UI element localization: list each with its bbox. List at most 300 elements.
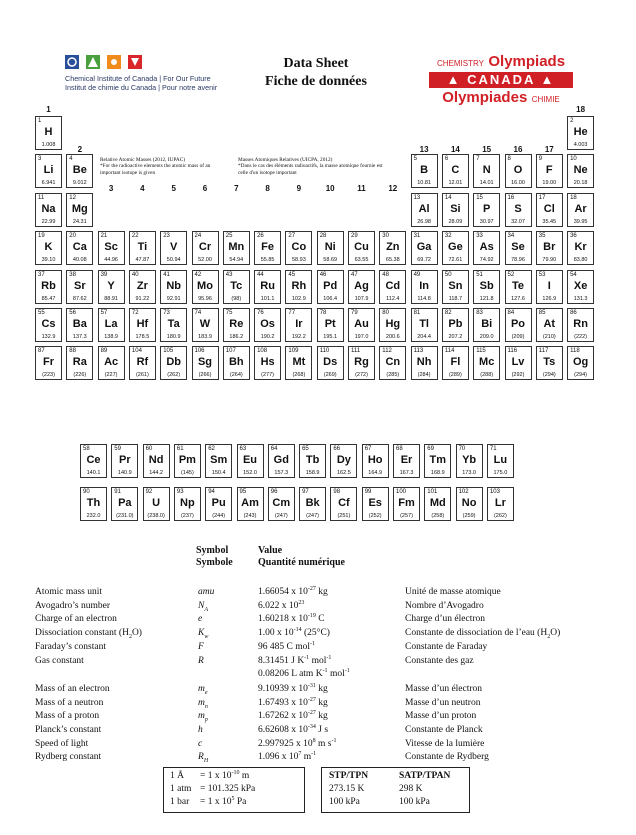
- olympiad-chemistry-label: CHEMISTRY: [436, 59, 484, 68]
- element-cell: [129, 346, 156, 380]
- atomic-number: 77: [288, 310, 296, 316]
- atomic-mass: 140.9: [117, 470, 132, 476]
- element-symbol: Ag: [354, 279, 369, 292]
- atomic-number: 85: [538, 310, 546, 316]
- atomic-mass: (268): [292, 372, 306, 379]
- atomic-mass: 58.93: [292, 257, 306, 264]
- atomic-number: 7: [476, 156, 480, 163]
- element-symbol: Rh: [291, 279, 307, 292]
- atomic-mass: (285): [386, 372, 400, 379]
- element-symbol: Pt: [324, 318, 336, 330]
- relative-atomic-masses-note-en: Relative Atomic Masses (2012, IUPAC) *For the radioactive elements the atomic mass of an important isotope is given: [100, 157, 211, 176]
- element-symbol: Db: [166, 356, 182, 369]
- constant-value: 2.997925 x $10^8$ m $s^{-1}$: [258, 737, 337, 749]
- element-symbol: Sg: [197, 356, 213, 369]
- constant-name-fr: Charge d’un électron: [405, 614, 486, 625]
- atomic-number: 46: [319, 271, 327, 278]
- title-fr: Fiche de données: [265, 74, 367, 89]
- atomic-number: 51: [476, 271, 483, 278]
- constant-value: 6.022 x $10^{23}$: [258, 599, 305, 611]
- cic-logo: [65, 54, 145, 70]
- element-cell: [424, 444, 451, 478]
- atomic-number: 70: [458, 446, 466, 452]
- element-symbol: Ca: [72, 241, 87, 254]
- atomic-mass: (262): [493, 513, 507, 519]
- element-cell: [192, 231, 219, 265]
- group-number: 12: [388, 184, 398, 193]
- element-symbol: Cn: [385, 356, 401, 369]
- element-symbol: Ru: [260, 279, 275, 292]
- element-symbol: I: [547, 279, 551, 292]
- element-cell: [536, 346, 563, 380]
- atomic-number: 114: [444, 348, 455, 355]
- element-symbol: P: [483, 202, 491, 215]
- atomic-mass: 69.72: [417, 257, 431, 264]
- constant-name-fr: Vitesse de la lumière: [405, 738, 485, 749]
- element-symbol: Dy: [336, 454, 351, 466]
- element-cell: [411, 231, 438, 265]
- element-symbol: Tb: [305, 454, 320, 466]
- element-symbol: Ni: [324, 241, 336, 254]
- element-cell: [505, 346, 532, 380]
- element-symbol: Sr: [73, 279, 86, 292]
- atomic-number: 36: [570, 233, 577, 240]
- element-cell: [254, 270, 281, 304]
- element-symbol: Zr: [136, 279, 148, 292]
- atomic-mass: 50.94: [166, 257, 181, 264]
- element-cell: [362, 444, 389, 478]
- element-cell: [330, 444, 357, 478]
- atomic-number: 100: [396, 489, 407, 495]
- constant-name-en: Rydberg constant: [35, 752, 102, 763]
- constant-name-en: Mass of a proton: [35, 711, 100, 722]
- element-cell: [567, 116, 594, 150]
- group-number: 15: [482, 145, 492, 154]
- atomic-mass: 197.0: [354, 334, 369, 340]
- atomic-mass: (243): [243, 513, 257, 519]
- atomic-number: 3: [38, 156, 42, 163]
- cic-name-fr: Institut de chimie du Canada | Pour notre avenir: [65, 83, 218, 92]
- element-cell: [223, 308, 250, 342]
- atomic-mass: (258): [431, 513, 445, 519]
- constant-symbol: R: [198, 655, 204, 666]
- atomic-mass: (259): [462, 513, 476, 519]
- atomic-mass: (294): [542, 372, 556, 379]
- constant-symbol: $N_A$: [198, 600, 209, 613]
- element-cell: [505, 308, 532, 342]
- element-cell: [268, 444, 295, 478]
- element-symbol: Fe: [261, 241, 275, 254]
- olympiad-chimie-label: CHIMIE: [531, 95, 560, 104]
- atomic-mass: 144.2: [149, 470, 163, 476]
- element-cell: [254, 231, 281, 265]
- atomic-mass: 22.99: [41, 218, 56, 225]
- atomic-mass: (269): [323, 372, 337, 379]
- element-symbol: Nd: [148, 454, 164, 466]
- atomic-mass: 158.9: [305, 470, 320, 476]
- constant-row: [35, 599, 630, 613]
- element-symbol: Yb: [462, 454, 477, 466]
- element-symbol: Nh: [416, 356, 432, 369]
- atomic-number: 21: [100, 233, 108, 240]
- constant-value: 9.10939 x $10^{-31}$ kg: [258, 682, 328, 694]
- element-cell: [473, 231, 500, 265]
- element-cell: [567, 231, 594, 265]
- atomic-mass: (210): [542, 334, 556, 340]
- element-symbol: Md: [429, 497, 446, 509]
- cic-logo-icons: [65, 54, 145, 70]
- element-symbol: Au: [354, 318, 369, 330]
- element-symbol: He: [573, 126, 588, 138]
- element-cell: [66, 308, 93, 342]
- element-cell: [223, 270, 250, 304]
- atomic-number: 45: [288, 271, 296, 278]
- element-cell: [411, 308, 438, 342]
- atomic-number: 56: [69, 310, 76, 316]
- atomic-number: 59: [114, 446, 121, 452]
- atomic-number: 19: [38, 233, 45, 240]
- element-symbol: Bh: [228, 356, 244, 369]
- atomic-mass: (288): [480, 372, 494, 379]
- atomic-mass: 178.5: [135, 334, 150, 340]
- atomic-mass: 88.91: [104, 295, 118, 302]
- atomic-number: 112: [382, 348, 392, 355]
- element-symbol: Tl: [419, 318, 429, 330]
- element-symbol: Lv: [511, 356, 525, 369]
- element-symbol: Hf: [136, 318, 149, 330]
- element-cell: [98, 308, 125, 342]
- cic-name-en: Chemical Institute of Canada | For Our Future: [65, 74, 211, 83]
- element-cell: [223, 231, 250, 265]
- element-symbol: Tc: [230, 279, 243, 292]
- atomic-number: 93: [176, 489, 184, 495]
- atomic-mass: 39.10: [41, 257, 56, 264]
- constant-name-en: Planck’s constant: [35, 725, 102, 735]
- atomic-number: 37: [38, 271, 45, 278]
- atomic-mass: 162.5: [337, 470, 351, 476]
- atomic-number: 13: [413, 194, 421, 201]
- atomic-number: 66: [333, 446, 341, 452]
- constant-name-fr: Constante de Planck: [405, 725, 483, 735]
- atomic-number: 82: [444, 310, 452, 316]
- atomic-number: 89: [100, 348, 108, 355]
- element-symbol: Fr: [43, 356, 54, 369]
- atomic-number: 34: [507, 233, 515, 240]
- element-symbol: Ts: [543, 356, 556, 369]
- constant-name-en: Speed of light: [35, 738, 89, 749]
- element-symbol: Cf: [338, 497, 350, 509]
- atomic-mass: 85.47: [41, 295, 56, 302]
- element-symbol: Mn: [228, 241, 245, 254]
- group-number: 10: [325, 184, 335, 193]
- atomic-number: 68: [396, 446, 403, 452]
- atomic-number: 111: [351, 348, 361, 355]
- element-symbol: Ce: [86, 454, 101, 466]
- atomic-mass: 40.08: [72, 257, 87, 264]
- element-cell: [442, 346, 469, 380]
- atomic-number: 40: [131, 271, 139, 278]
- element-symbol: Pb: [448, 318, 463, 330]
- atomic-mass: 83.80: [573, 257, 588, 264]
- element-cell: [129, 308, 156, 342]
- conversion-angstrom-value: = 1 x $10^{-10}$ m: [200, 769, 250, 781]
- atomic-number: 73: [163, 310, 170, 316]
- element-symbol: La: [104, 318, 118, 330]
- element-cell: [254, 308, 281, 342]
- element-symbol: H: [44, 126, 53, 138]
- atomic-mass: 121.8: [479, 295, 494, 302]
- atomic-mass: (294): [574, 372, 588, 379]
- element-symbol: Nb: [166, 279, 182, 292]
- element-symbol: Sc: [104, 241, 118, 254]
- atomic-mass: 9.012: [72, 180, 87, 187]
- atomic-number: 74: [194, 310, 202, 316]
- atomic-mass: (264): [229, 372, 243, 379]
- element-symbol: K: [44, 241, 53, 254]
- constant-value: 8.31451 J $K^{-1}$ mol$^{-1}$: [258, 654, 332, 666]
- element-cell: [411, 193, 438, 227]
- element-cell: [35, 231, 62, 265]
- group-number: 14: [450, 145, 460, 154]
- constant-name-en: Dissociation constant $(H_2O)$: [35, 628, 142, 640]
- atomic-number: 8: [507, 156, 511, 163]
- atomic-mass: 39.95: [573, 218, 588, 225]
- atomic-number: 94: [208, 489, 215, 495]
- atomic-number: 84: [507, 310, 515, 316]
- atomic-number: 115: [476, 348, 486, 355]
- element-cell: [174, 487, 201, 521]
- element-symbol: As: [479, 241, 494, 254]
- element-cell: [487, 487, 514, 521]
- atomic-mass: 16.00: [511, 180, 525, 187]
- constant-value: 1.096 x $10^7$ $m^{-1}$: [258, 751, 317, 763]
- atomic-number: 75: [225, 310, 233, 316]
- atomic-mass: 54.94: [229, 257, 244, 264]
- constant-name-en: Mass of a neutron: [35, 697, 104, 708]
- atomic-number: 109: [288, 348, 299, 355]
- element-cell: [456, 487, 483, 521]
- element-cell: [411, 346, 438, 380]
- atomic-mass: (209): [511, 334, 525, 340]
- element-symbol: Rn: [573, 318, 588, 330]
- atomic-number: 27: [288, 233, 296, 240]
- element-cell: [379, 308, 406, 342]
- atomic-mass: 157.3: [274, 470, 289, 476]
- atomic-number: 80: [382, 310, 389, 316]
- atomic-number: 9: [538, 156, 543, 163]
- constant-row: [35, 626, 630, 640]
- element-symbol: Hs: [260, 356, 275, 369]
- element-cell: [205, 487, 232, 521]
- element-symbol: Pr: [118, 454, 131, 466]
- element-symbol: Al: [418, 202, 430, 215]
- constant-name-fr: Masse d’un proton: [405, 711, 477, 722]
- atomic-mass: (247): [274, 513, 288, 519]
- atomic-number: 54: [570, 271, 577, 278]
- element-symbol: Li: [43, 164, 54, 177]
- element-symbol: Br: [543, 241, 556, 254]
- element-symbol: V: [170, 241, 178, 254]
- atomic-number: 86: [570, 310, 577, 316]
- constant-row: [35, 723, 630, 737]
- atomic-mass: 195.1: [323, 334, 338, 340]
- atomic-number: 110: [319, 348, 330, 355]
- atomic-number: 10: [570, 156, 577, 163]
- atomic-number: 42: [194, 271, 202, 278]
- element-symbol: N: [482, 164, 491, 177]
- element-symbol: Be: [72, 164, 87, 177]
- constant-row: [35, 696, 630, 710]
- conversion-bar-label: 1 bar: [170, 797, 190, 807]
- element-cell: [254, 346, 281, 380]
- element-symbol: Se: [511, 241, 525, 254]
- element-cell: [393, 487, 420, 521]
- atomic-mass: (262): [167, 372, 181, 379]
- atomic-number: 48: [382, 271, 389, 278]
- constant-name-en: Faraday’s constant: [35, 641, 106, 652]
- atomic-mass: (257): [400, 513, 413, 519]
- atomic-mass: (145): [180, 470, 194, 476]
- value-header-en: Value: [258, 545, 283, 556]
- element-symbol: B: [420, 164, 429, 177]
- element-symbol: Og: [572, 356, 589, 369]
- element-cell: [567, 154, 594, 188]
- atomic-mass: 92.91: [166, 295, 181, 302]
- element-cell: [160, 270, 187, 304]
- element-symbol: Eu: [242, 454, 258, 466]
- element-cell: [536, 193, 563, 227]
- atomic-mass: 4.003: [573, 142, 588, 148]
- atomic-number: 16: [507, 194, 515, 201]
- conversion-atm-label: 1 atm: [170, 784, 192, 794]
- element-symbol: Xe: [573, 279, 588, 292]
- constant-name-fr: Masse d’un neutron: [405, 697, 481, 708]
- element-cell: [473, 308, 500, 342]
- constant-row: [35, 682, 630, 696]
- element-symbol: Rb: [41, 279, 56, 292]
- element-cell: [35, 308, 62, 342]
- element-cell: [268, 487, 295, 521]
- element-cell: [473, 154, 500, 188]
- atomic-number: 20: [69, 233, 76, 240]
- element-cell: [111, 487, 138, 521]
- element-cell: [567, 346, 594, 380]
- constant-symbol: h: [198, 725, 203, 735]
- group-number: 13: [419, 145, 429, 154]
- atomic-number: 53: [538, 271, 546, 278]
- element-symbol: Gd: [273, 454, 289, 466]
- constant-value: 1.67262 x $10^{-27}$ kg: [258, 710, 328, 722]
- atomic-number: 24: [194, 233, 202, 240]
- element-symbol: Cm: [272, 497, 291, 509]
- group-number: 11: [357, 184, 366, 193]
- element-symbol: Pd: [323, 279, 338, 292]
- atomic-number: 14: [444, 194, 452, 201]
- element-cell: [66, 231, 93, 265]
- atomic-number: 107: [225, 348, 236, 355]
- constant-row: [35, 750, 630, 764]
- element-cell: [442, 154, 469, 188]
- group-number: 4: [140, 184, 145, 193]
- element-cell: [379, 270, 406, 304]
- constant-name-fr: Unité de masse atomique: [405, 587, 501, 597]
- element-cell: [442, 270, 469, 304]
- atomic-mass: 131.3: [573, 295, 588, 302]
- element-cell: [567, 193, 594, 227]
- stp-temperature: 273.15 K: [329, 784, 365, 794]
- atomic-mass: 168.9: [430, 470, 445, 476]
- atomic-mass: 72.61: [448, 257, 463, 264]
- element-symbol: Mt: [292, 356, 306, 369]
- constant-row: [35, 709, 630, 723]
- atomic-number: 55: [38, 310, 45, 316]
- constant-symbol: F: [198, 641, 204, 652]
- group-number: 16: [513, 145, 523, 154]
- atomic-number: 64: [270, 446, 278, 452]
- atomic-mass: (261): [135, 372, 149, 379]
- conversion-bar-value: = 1 x $10^5$ Pa: [200, 795, 247, 807]
- element-symbol: Ra: [72, 356, 87, 369]
- maple-leaf-icon: ▲: [540, 72, 556, 87]
- element-symbol: Cl: [543, 202, 555, 215]
- atomic-mass: 1.008: [41, 142, 56, 148]
- element-cell: [536, 270, 563, 304]
- atomic-number: 33: [476, 233, 483, 240]
- element-symbol: Sb: [479, 279, 494, 292]
- atomic-number: 98: [333, 489, 341, 495]
- olympiad-logo: [421, 53, 581, 109]
- element-symbol: Ti: [137, 241, 148, 254]
- conversion-atm-value: = 101.325 kPa: [200, 784, 256, 794]
- constant-name-en: Mass of an electron: [35, 683, 110, 694]
- element-symbol: Kr: [574, 241, 587, 254]
- atomic-mass: 24.31: [72, 218, 87, 225]
- element-symbol: In: [419, 279, 429, 292]
- atomic-mass: 47.87: [135, 257, 150, 264]
- atomic-mass: 35.45: [542, 218, 557, 225]
- atomic-mass: 167.3: [399, 470, 414, 476]
- constant-name-fr: Constante de Faraday: [405, 641, 488, 652]
- atomic-number: 44: [257, 271, 264, 278]
- group-number: 2: [77, 145, 83, 154]
- atomic-number: 52: [507, 271, 515, 278]
- atomic-mass: 91.22: [135, 295, 150, 302]
- element-symbol: Ne: [573, 164, 588, 177]
- element-cell: [348, 308, 375, 342]
- group-number: 7: [234, 184, 239, 193]
- atomic-number: 6: [444, 156, 449, 163]
- atomic-mass: 180.9: [166, 334, 181, 340]
- atomic-number: 41: [163, 271, 170, 278]
- atomic-mass: 204.4: [417, 334, 431, 340]
- constant-value: 1.66054 x $10^{-27}$ kg: [258, 585, 328, 597]
- element-symbol: Ge: [448, 241, 463, 254]
- element-cell: [424, 487, 451, 521]
- element-symbol: Hg: [385, 318, 401, 330]
- constant-row: [35, 737, 630, 751]
- constant-symbol: $m_e$: [198, 683, 208, 696]
- group-number: 8: [265, 184, 270, 193]
- element-cell: [362, 487, 389, 521]
- element-cell: [66, 193, 93, 227]
- maple-leaf-icon: ▲: [446, 72, 462, 87]
- atomic-number: 58: [83, 446, 90, 452]
- element-cell: [317, 231, 344, 265]
- element-symbol: Te: [511, 279, 525, 292]
- atomic-mass: 32.07: [511, 218, 525, 225]
- atomic-number: 113: [413, 348, 424, 355]
- title-en: Data Sheet: [283, 56, 349, 71]
